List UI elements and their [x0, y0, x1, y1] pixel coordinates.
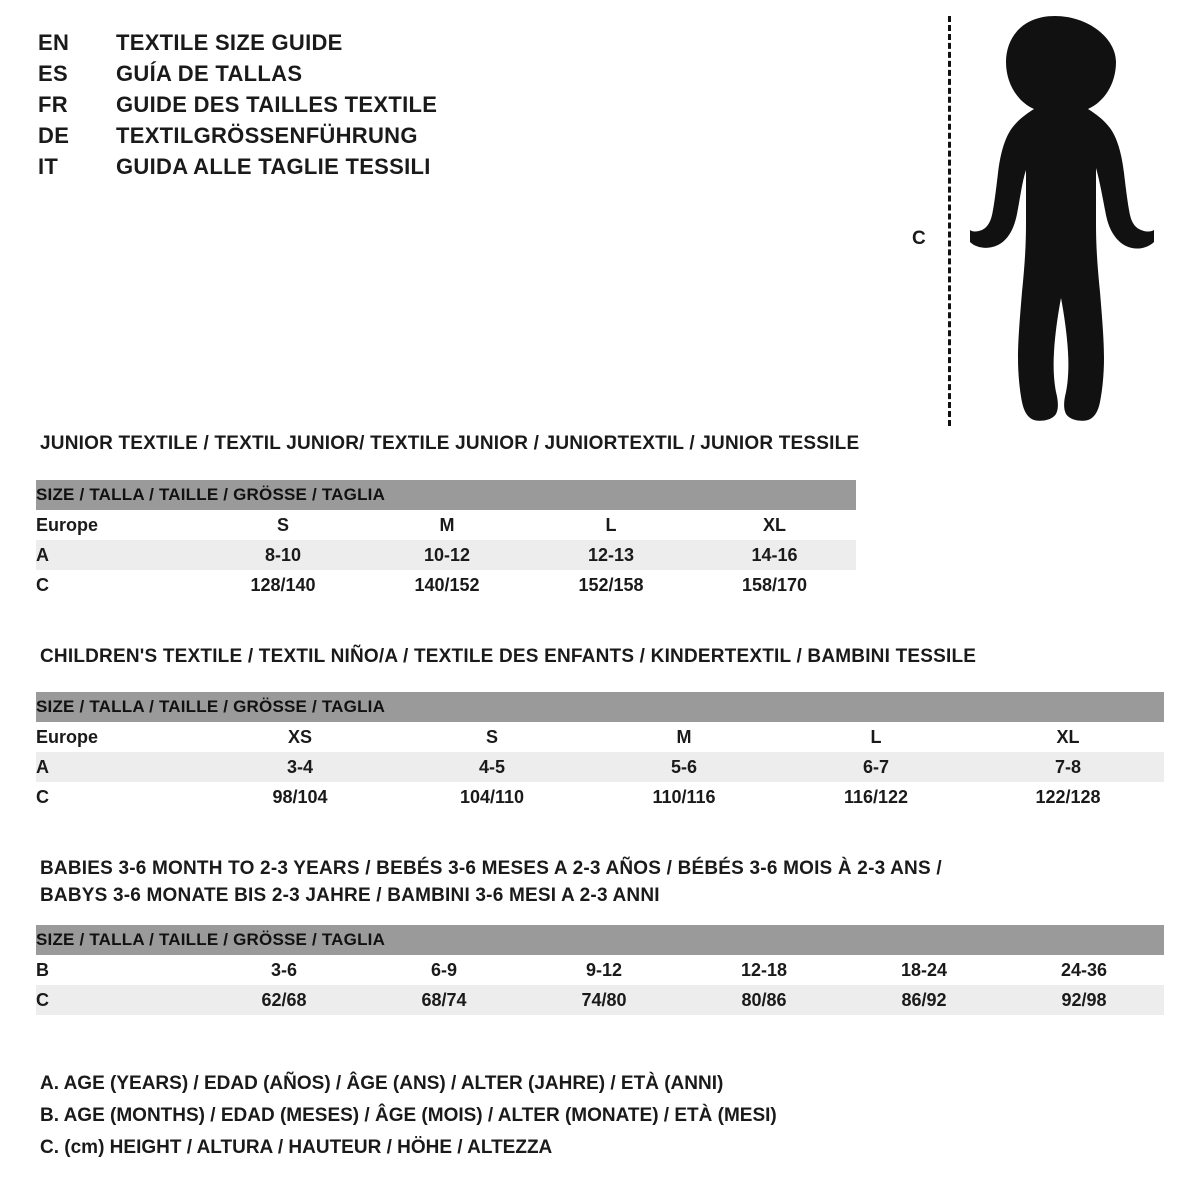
cell-value: 80/86 [684, 985, 844, 1015]
child-silhouette-icon [960, 10, 1160, 430]
table-junior [36, 480, 856, 600]
cell-value: 122/128 [972, 782, 1164, 812]
band-label: SIZE / TALLA / TAILLE / GRÖSSE / TAGLIA [36, 692, 1164, 722]
cell-value: 158/170 [693, 570, 856, 600]
table-header-band [36, 925, 1164, 955]
language-title: TEXTILGRÖSSENFÜHRUNG [116, 123, 418, 148]
language-row [38, 154, 558, 185]
language-title: GUÍA DE TALLAS [116, 61, 303, 86]
cell-value: 128/140 [201, 570, 365, 600]
language-code: FR [38, 92, 68, 117]
section-title-babies-line2: BABYS 3-6 MONATE BIS 2-3 JAHRE / BAMBINI 3-6 MESI A 2-3 ANNI [40, 885, 660, 906]
cell-value: S [396, 722, 588, 752]
height-figure [900, 10, 1170, 430]
language-code: ES [38, 61, 68, 86]
cell-value: L [529, 510, 693, 540]
cell-value: 140/152 [365, 570, 529, 600]
footnotes [40, 1068, 777, 1164]
language-code: EN [38, 30, 70, 55]
cell-value: 6-9 [364, 955, 524, 985]
height-dashed-line [948, 16, 951, 426]
cell-value: 92/98 [1004, 985, 1164, 1015]
cell-value: 104/110 [396, 782, 588, 812]
band-label: SIZE / TALLA / TAILLE / GRÖSSE / TAGLIA [36, 925, 1164, 955]
language-row [38, 30, 558, 61]
table-babies [36, 925, 1164, 1015]
language-row [38, 123, 558, 154]
language-row [38, 92, 558, 123]
cell-value: 3-4 [204, 752, 396, 782]
cell-value: XS [204, 722, 396, 752]
row-label: C [36, 570, 201, 600]
table-row [36, 985, 1164, 1015]
cell-value: M [588, 722, 780, 752]
table-row [36, 955, 1164, 985]
cell-value: 116/122 [780, 782, 972, 812]
table-header-band [36, 692, 1164, 722]
height-marker-label: C [912, 228, 926, 249]
cell-value: L [780, 722, 972, 752]
cell-value: 3-6 [204, 955, 364, 985]
cell-value: 110/116 [588, 782, 780, 812]
footnote-c: C. (cm) HEIGHT / ALTURA / HAUTEUR / HÖHE / ALTEZZA [40, 1137, 553, 1158]
table-row [36, 510, 856, 540]
cell-value: 86/92 [844, 985, 1004, 1015]
table-header-band [36, 480, 856, 510]
cell-value: 152/158 [529, 570, 693, 600]
table-row [36, 570, 856, 600]
row-label: A [36, 752, 204, 782]
footnote-b: B. AGE (MONTHS) / EDAD (MESES) / ÂGE (MOIS) / ALTER (MONATE) / ETÀ (MESI) [40, 1105, 777, 1126]
cell-value: 7-8 [972, 752, 1164, 782]
table-row [36, 722, 1164, 752]
section-title-babies-line1: BABIES 3-6 MONTH TO 2-3 YEARS / BEBÉS 3-6 MESES A 2-3 AÑOS / BÉBÉS 3-6 MOIS À 2-3 ANS / [40, 858, 942, 879]
language-title: GUIDE DES TAILLES TEXTILE [116, 92, 438, 117]
table-row [36, 752, 1164, 782]
band-label: SIZE / TALLA / TAILLE / GRÖSSE / TAGLIA [36, 480, 856, 510]
language-row [38, 61, 558, 92]
cell-value: 24-36 [1004, 955, 1164, 985]
cell-value: M [365, 510, 529, 540]
row-label: C [36, 985, 204, 1015]
language-code: IT [38, 154, 59, 179]
cell-value: 5-6 [588, 752, 780, 782]
section-title-children: CHILDREN'S TEXTILE / TEXTIL NIÑO/A / TEXTILE DES ENFANTS / KINDERTEXTIL / BAMBINI TESSILE [40, 646, 977, 667]
cell-value: 18-24 [844, 955, 1004, 985]
cell-value: 98/104 [204, 782, 396, 812]
section-title-junior: JUNIOR TEXTILE / TEXTIL JUNIOR/ TEXTILE JUNIOR / JUNIORTEXTIL / JUNIOR TESSILE [40, 433, 860, 454]
language-title-block [38, 30, 558, 185]
row-label: C [36, 782, 204, 812]
footnote-a: A. AGE (YEARS) / EDAD (AÑOS) / ÂGE (ANS) / ALTER (JAHRE) / ETÀ (ANNI) [40, 1073, 724, 1094]
cell-value: 62/68 [204, 985, 364, 1015]
cell-value: 8-10 [201, 540, 365, 570]
cell-value: XL [693, 510, 856, 540]
cell-value: 10-12 [365, 540, 529, 570]
row-label: B [36, 955, 204, 985]
cell-value: 14-16 [693, 540, 856, 570]
cell-value: 12-13 [529, 540, 693, 570]
cell-value: 9-12 [524, 955, 684, 985]
cell-value: 6-7 [780, 752, 972, 782]
cell-value: 12-18 [684, 955, 844, 985]
cell-value: 68/74 [364, 985, 524, 1015]
row-label: Europe [36, 510, 201, 540]
table-row [36, 782, 1164, 812]
cell-value: XL [972, 722, 1164, 752]
language-title: TEXTILE SIZE GUIDE [116, 30, 343, 55]
row-label: A [36, 540, 201, 570]
table-row [36, 540, 856, 570]
cell-value: 74/80 [524, 985, 684, 1015]
cell-value: S [201, 510, 365, 540]
row-label: Europe [36, 722, 204, 752]
language-title: GUIDA ALLE TAGLIE TESSILI [116, 154, 431, 179]
table-children [36, 692, 1164, 812]
language-code: DE [38, 123, 70, 148]
cell-value: 4-5 [396, 752, 588, 782]
